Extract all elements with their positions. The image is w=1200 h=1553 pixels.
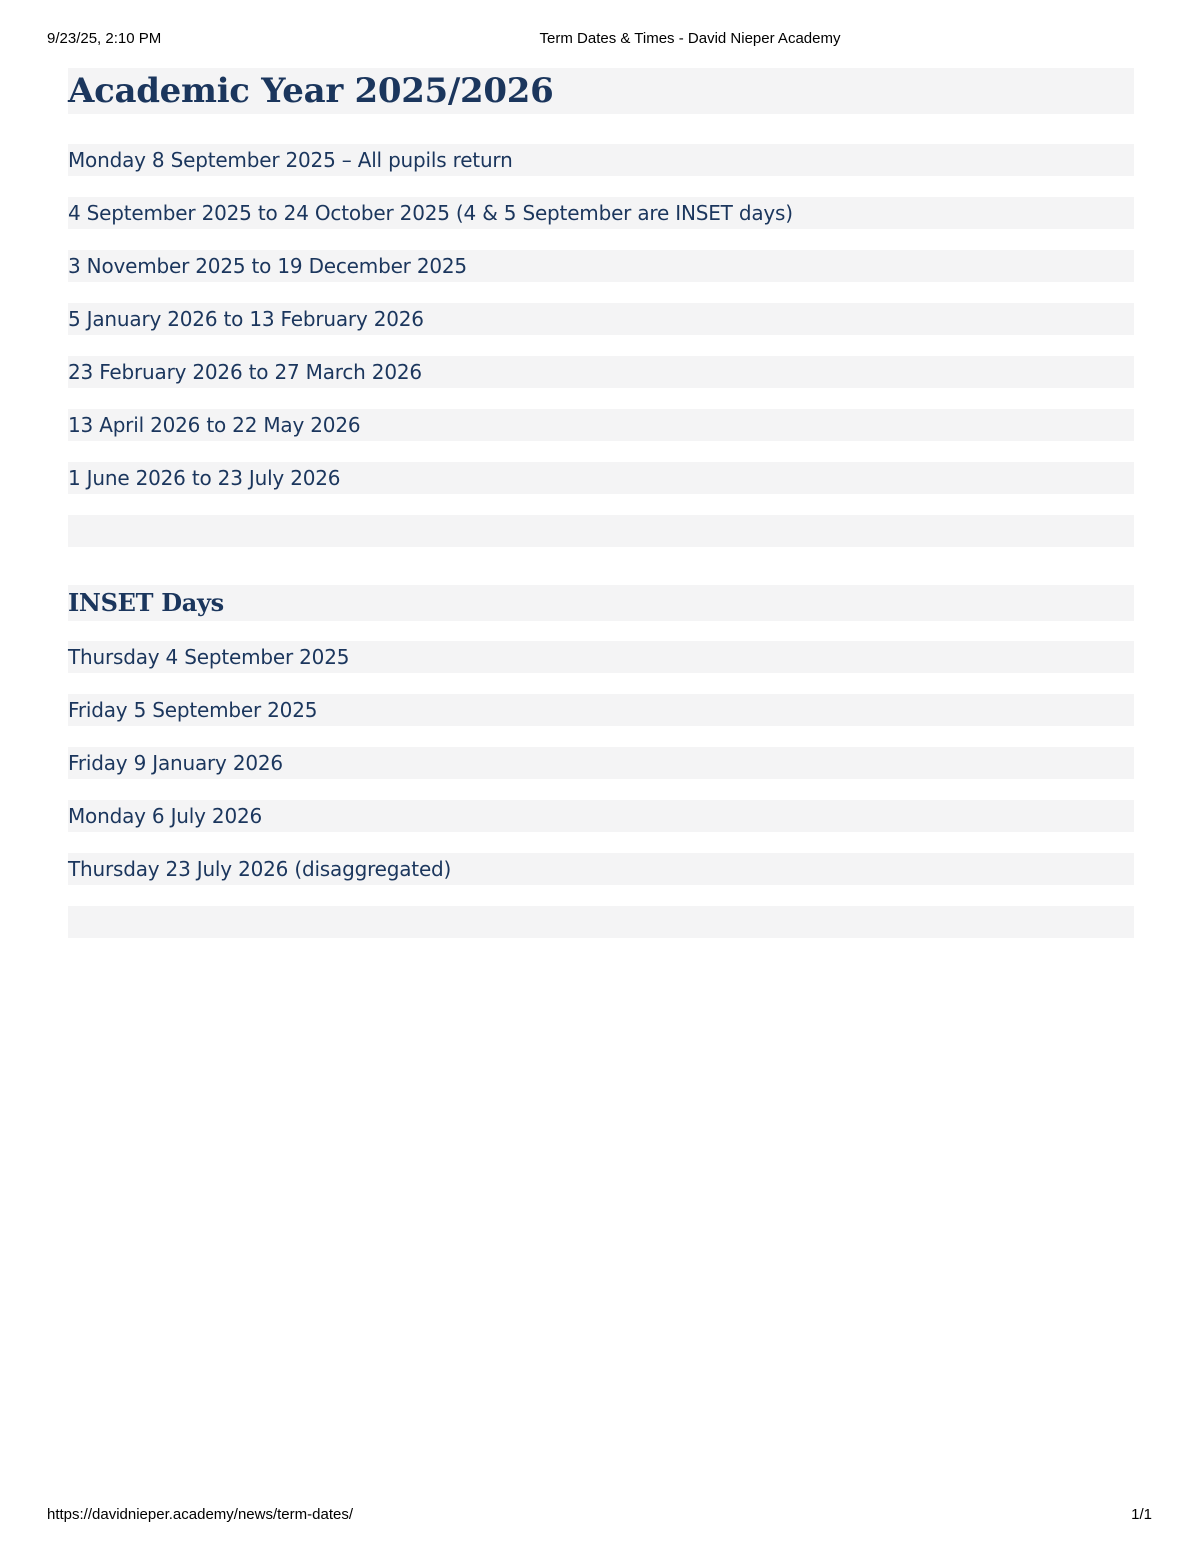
- inset-days-heading: INSET Days: [68, 585, 1134, 621]
- term-date-line: Monday 8 September 2025 – All pupils return: [68, 144, 1134, 176]
- inset-day-line: Friday 9 January 2026: [68, 747, 1134, 779]
- print-page-number: 1/1: [1131, 1506, 1152, 1523]
- term-date-line: 23 February 2026 to 27 March 2026: [68, 356, 1134, 388]
- main-content: [68, 68, 1134, 959]
- term-date-line: 5 January 2026 to 13 February 2026: [68, 303, 1134, 335]
- empty-paragraph: [68, 906, 1134, 938]
- inset-day-line: Friday 5 September 2025: [68, 694, 1134, 726]
- term-date-line: 3 November 2025 to 19 December 2025: [68, 250, 1134, 282]
- print-page-title: Term Dates & Times - David Nieper Academy: [539, 30, 841, 47]
- term-date-line: 1 June 2026 to 23 July 2026: [68, 462, 1134, 494]
- print-url: https://davidnieper.academy/news/term-dates/: [47, 1506, 353, 1523]
- term-date-line: 4 September 2025 to 24 October 2025 (4 & 5 September are INSET days): [68, 197, 1134, 229]
- print-footer: [0, 1506, 1200, 1526]
- empty-paragraph: [68, 515, 1134, 547]
- inset-day-line: Thursday 4 September 2025: [68, 641, 1134, 673]
- academic-year-heading: Academic Year 2025/2026: [68, 68, 1134, 114]
- print-header: [0, 30, 1200, 50]
- print-datetime: 9/23/25, 2:10 PM: [47, 30, 162, 47]
- inset-day-line: Monday 6 July 2026: [68, 800, 1134, 832]
- inset-day-line: Thursday 23 July 2026 (disaggregated): [68, 853, 1134, 885]
- term-date-line: 13 April 2026 to 22 May 2026: [68, 409, 1134, 441]
